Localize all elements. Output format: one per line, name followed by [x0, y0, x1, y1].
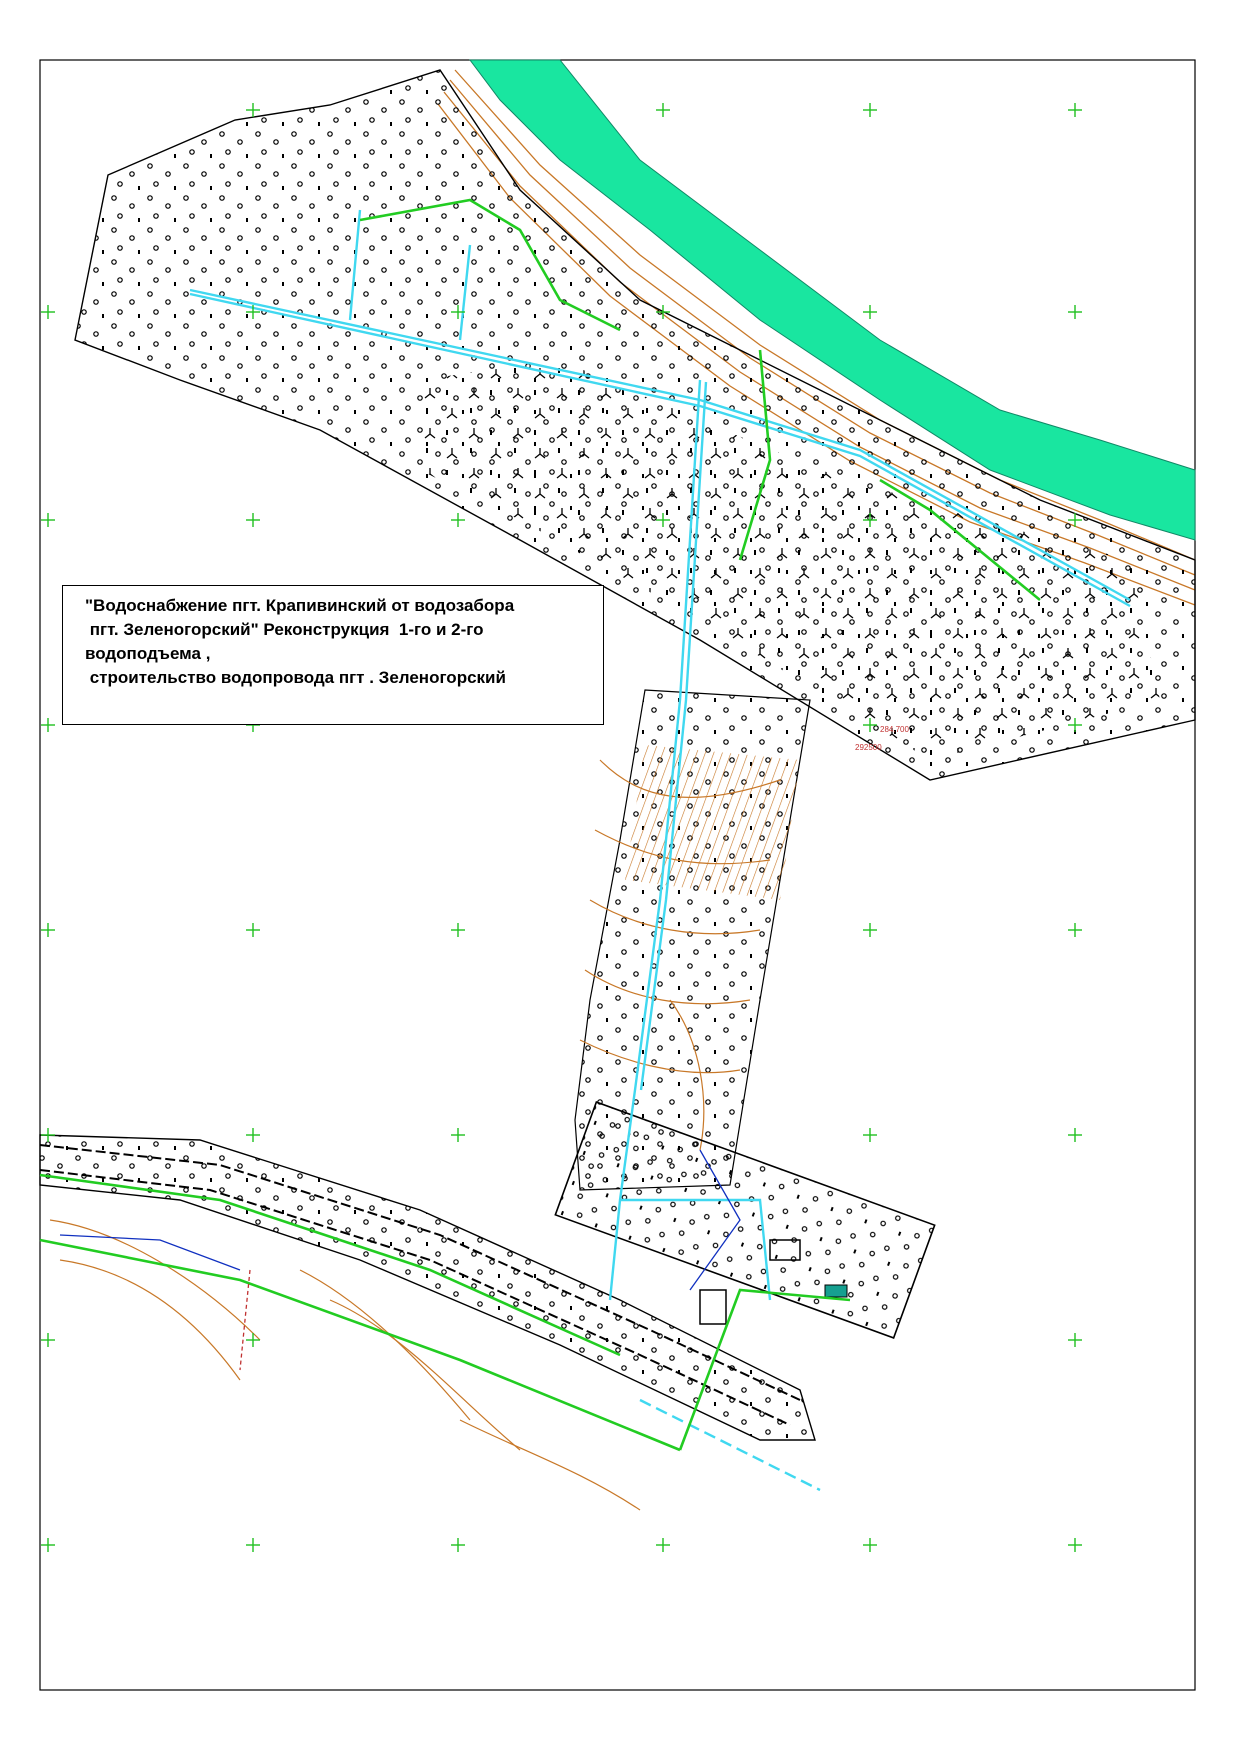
- building-icon: [700, 1290, 726, 1324]
- south-contours: [50, 1220, 640, 1510]
- coordinate-label: 292500: [855, 743, 882, 752]
- coordinate-label: 284.700: [880, 725, 909, 734]
- title-line: водоподъема ,: [85, 644, 211, 663]
- project-title-box: [62, 585, 604, 725]
- title-line: строительство водопровода пгт . Зеленогорский: [85, 668, 506, 687]
- red-note-line: [240, 1270, 250, 1370]
- title-line: "Водоснабжение пгт. Крапивинский от водозабора: [85, 596, 515, 615]
- building-icon: [825, 1285, 847, 1297]
- slope-hatched-zone: [625, 745, 800, 900]
- title-line: пгт. Зеленогорский" Реконструкция 1-го и 2-го: [85, 620, 484, 639]
